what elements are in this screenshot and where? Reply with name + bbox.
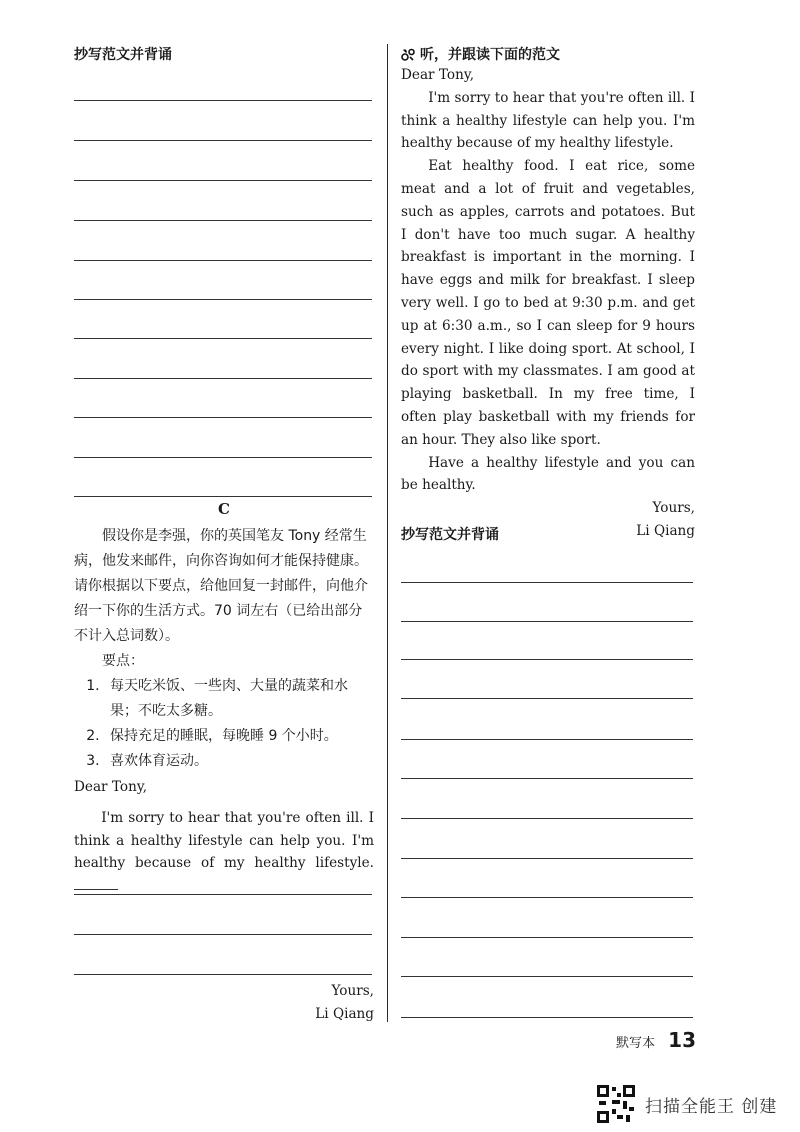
writing-line[interactable] xyxy=(401,698,693,699)
writing-line[interactable] xyxy=(74,417,372,418)
points-list xyxy=(74,674,374,774)
writing-line[interactable] xyxy=(401,621,693,622)
letter-paragraph: Eat healthy food. I eat rice, some meat and a lot of fruit and vegetables, such as apples, carrots and potatoes. But I don't have too much sugar. A healthy breakfast is important in the morning. I have eggs and milk for breakfast. I sleep very well. I go to bed at 9:30 p.m. and get up at 6:30 a.m., so I can sleep for 9 hours every night. I like doing sport. At school, I do sport with my classmates. I am good at playing basketball. In my free time, I often play basketball with my friends for an hour. They also like sport. xyxy=(401,158,695,448)
letter-greeting: Dear Tony, xyxy=(74,779,148,795)
listen-heading-text: 听，并跟读下面的范文 xyxy=(420,47,560,63)
writing-line[interactable] xyxy=(74,974,372,975)
points-label: 要点： xyxy=(102,653,144,669)
page-number: 13 xyxy=(668,1028,696,1052)
listen-icon xyxy=(401,47,415,61)
letter-greeting: Dear Tony, xyxy=(401,67,475,83)
section-c xyxy=(74,500,374,898)
writing-line[interactable] xyxy=(401,1017,693,1018)
letter-intro xyxy=(74,807,374,898)
writing-line[interactable] xyxy=(401,858,693,859)
writing-line[interactable] xyxy=(74,260,372,261)
section-title: C xyxy=(218,500,230,518)
signature: Li Qiang xyxy=(315,1005,374,1022)
writing-line[interactable] xyxy=(74,894,372,895)
letter-signoff-left xyxy=(174,980,374,1026)
closing: Yours, xyxy=(331,983,374,999)
writing-line[interactable] xyxy=(401,897,693,898)
writing-line[interactable] xyxy=(74,140,372,141)
page-footer xyxy=(616,1028,696,1052)
footer-label: 默写本 xyxy=(616,1036,656,1051)
writing-line[interactable] xyxy=(74,338,372,339)
copy-heading-right: 抄写范文并背诵 xyxy=(401,527,499,543)
column-divider xyxy=(387,44,388,1022)
qr-code-icon xyxy=(597,1085,635,1123)
writing-line[interactable] xyxy=(74,220,372,221)
writing-line[interactable] xyxy=(401,659,693,660)
writing-line[interactable] xyxy=(401,976,693,977)
writing-line[interactable] xyxy=(401,778,693,779)
writing-line[interactable] xyxy=(401,818,693,819)
writing-line[interactable] xyxy=(401,937,693,938)
writing-line[interactable] xyxy=(74,496,372,497)
watermark-text: 扫描全能王 创建 xyxy=(645,1096,778,1117)
point-item: 1. 每天吃米饭、一些肉、大量的蔬菜和水果；不吃太多糖。 xyxy=(104,674,374,724)
right-column xyxy=(401,44,695,543)
writing-line[interactable] xyxy=(74,100,372,101)
writing-line[interactable] xyxy=(74,299,372,300)
writing-line[interactable] xyxy=(401,739,693,740)
point-item: 3. 喜欢体育运动。 xyxy=(104,749,374,774)
task-prompt: 假设你是李强，你的英国笔友 Tony 经常生病，他发来邮件，向你咨询如何才能保持健康。请你根据以下要点，给他回复一封邮件，向他介绍一下你的生活方式。70 词左右（已给出部分不计入总词数）。 xyxy=(74,528,368,644)
listen-heading xyxy=(401,44,695,64)
copy-heading-left: 抄写范文并背诵 xyxy=(74,47,172,63)
scanner-watermark xyxy=(597,1085,777,1123)
writing-line[interactable] xyxy=(74,934,372,935)
writing-line[interactable] xyxy=(401,582,693,583)
writing-line[interactable] xyxy=(74,378,372,379)
letter-paragraph: Have a healthy lifestyle and you can be healthy. xyxy=(401,454,695,494)
letter-paragraph: I'm sorry to hear that you're often ill. I think a healthy lifestyle can help you. I'm healthy because of my healthy lifestyle. xyxy=(401,89,695,152)
point-item: 2. 保持充足的睡眠，每晚睡 9 个小时。 xyxy=(104,724,374,749)
letter-intro-text: I'm sorry to hear that you're often ill. I think a healthy lifestyle can help you. I'm healthy because of my healthy lifestyle. xyxy=(74,809,374,872)
writing-line[interactable] xyxy=(74,180,372,181)
writing-line[interactable] xyxy=(74,457,372,458)
inline-blank[interactable] xyxy=(74,889,118,890)
signature: Li Qiang xyxy=(636,522,695,539)
closing: Yours, xyxy=(652,500,695,517)
model-letter xyxy=(401,64,695,543)
